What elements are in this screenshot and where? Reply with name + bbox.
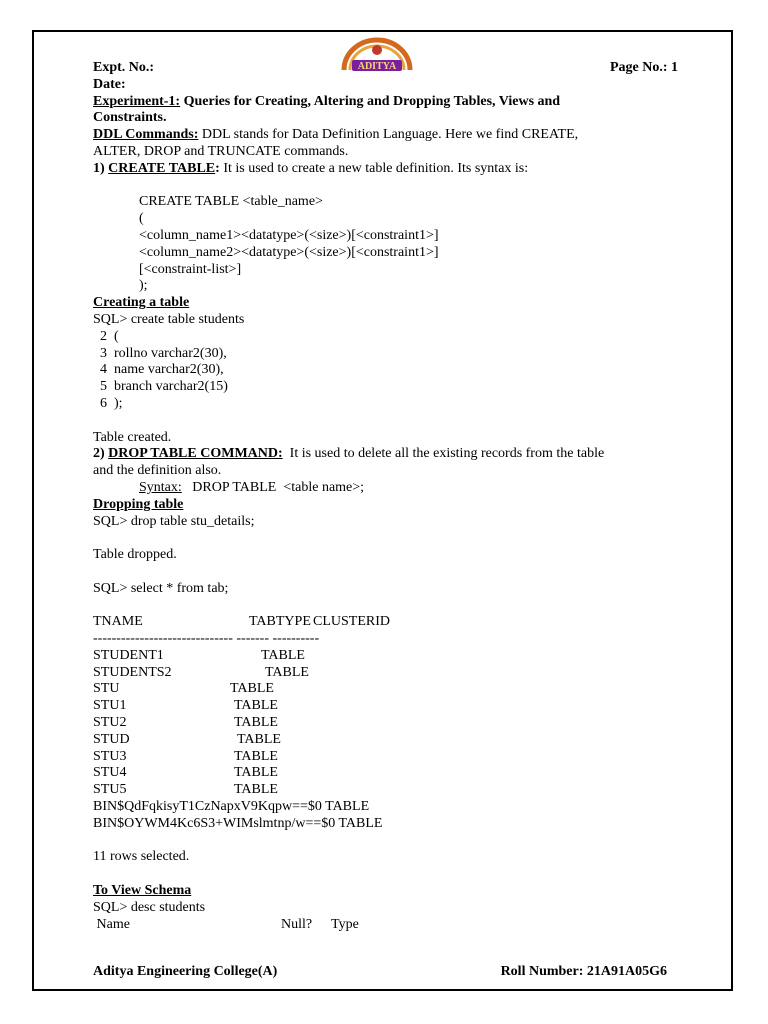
drop-syntax-text: DROP TABLE <table name>; xyxy=(181,479,365,495)
sql-line: 3 rollno varchar2(30), xyxy=(93,345,227,361)
table-row xyxy=(93,665,678,682)
drop-text: It is used to delete all the existing records from the table xyxy=(282,446,605,462)
date-label: Date: xyxy=(93,76,126,92)
drop-command: SQL> drop table stu_details; xyxy=(93,513,255,529)
create-text: It is used to create a new table definition. Its syntax is: xyxy=(219,160,529,176)
bin-row: BIN$OYWM4Kc6S3+WIMslmtnp/w==$0 TABLE xyxy=(93,815,383,831)
row-type: TABLE xyxy=(234,748,278,764)
drop-text-cont: and the definition also. xyxy=(93,463,222,479)
table-row xyxy=(93,782,678,799)
tab-separator: ------------------------------ ------- ---------- xyxy=(93,631,320,647)
desc-col-null: Null? xyxy=(281,916,313,932)
ddl-text: DDL stands for Data Definition Language. Here we find CREATE, xyxy=(198,127,579,143)
bin-row: BIN$QdFqkisyT1CzNapxV9Kqpw==$0 TABLE xyxy=(93,799,370,815)
page-footer xyxy=(93,964,667,980)
syntax-line: CREATE TABLE <table_name> xyxy=(139,194,323,210)
create-label: CREATE TABLE xyxy=(108,160,216,176)
row-type: TABLE xyxy=(265,664,309,680)
col-tname: TNAME xyxy=(93,614,143,630)
header-row xyxy=(93,60,678,77)
row-type: TABLE xyxy=(230,681,274,697)
syntax-line: <column_name2><datatype>(<size>)[<constraint1>] xyxy=(139,244,439,260)
desc-col-type: Type xyxy=(331,916,359,932)
experiment-prefix: Experiment-1: xyxy=(93,93,181,109)
desc-col-name: Name xyxy=(93,916,130,932)
sql-line: SQL> create table students xyxy=(93,311,245,327)
table-row xyxy=(93,698,678,715)
sql-line: 5 branch varchar2(15) xyxy=(93,379,228,395)
roll-number: Roll Number: 21A91A05G6 xyxy=(500,964,667,979)
table-created-result: Table created. xyxy=(93,429,172,445)
row-type: TABLE xyxy=(234,698,278,714)
ddl-paragraph-cont: ALTER, DROP and TRUNCATE commands. xyxy=(93,143,349,159)
view-schema-heading: To View Schema xyxy=(93,883,192,899)
desc-command: SQL> desc students xyxy=(93,899,206,915)
drop-syntax xyxy=(93,480,678,497)
syntax-line: <column_name1><datatype>(<size>)[<constraint1>] xyxy=(139,227,439,243)
col-tabtype: TABTYPE xyxy=(249,614,311,630)
college-name: Aditya Engineering College(A) xyxy=(93,964,278,979)
svg-text:ADITYA: ADITYA xyxy=(357,61,397,72)
syntax-line: ( xyxy=(139,211,144,227)
row-type: TABLE xyxy=(261,647,305,663)
row-name: STUDENTS2 xyxy=(93,664,172,680)
dropping-table-heading: Dropping table xyxy=(93,496,184,512)
syntax-line: [<constraint-list>] xyxy=(139,261,242,277)
row-type: TABLE xyxy=(234,782,278,798)
ddl-paragraph xyxy=(93,127,678,144)
page-no-label: Page No.: 1 xyxy=(609,60,678,75)
table-row xyxy=(93,749,678,766)
table-row xyxy=(93,648,678,665)
row-name: STU1 xyxy=(93,698,127,714)
select-command: SQL> select * from tab; xyxy=(93,580,229,596)
row-name: STUD xyxy=(93,731,130,747)
expt-no-label: Expt. No.: xyxy=(93,60,155,75)
document-body xyxy=(93,60,678,933)
table-row xyxy=(93,681,678,698)
col-clusterid: CLUSTERID xyxy=(313,614,390,630)
sql-line: 4 name varchar2(30), xyxy=(93,362,224,378)
tab-header-row xyxy=(93,614,678,631)
experiment-title-cont: Constraints. xyxy=(93,110,167,126)
row-type: TABLE xyxy=(237,731,281,747)
drop-heading xyxy=(93,446,678,463)
table-row xyxy=(93,765,678,782)
table-dropped-result: Table dropped. xyxy=(93,547,177,563)
ddl-label: DDL Commands: xyxy=(93,127,199,143)
sql-line: 2 ( xyxy=(93,328,119,344)
table-row xyxy=(93,715,678,732)
row-type: TABLE xyxy=(234,765,278,781)
row-type: TABLE xyxy=(234,715,278,731)
row-name: STU4 xyxy=(93,765,127,781)
row-name: STU2 xyxy=(93,715,127,731)
create-colon: : xyxy=(215,160,220,176)
drop-number: 2) xyxy=(93,446,109,462)
experiment-title xyxy=(93,94,678,111)
experiment-title-text: Queries for Creating, Altering and Dropping Tables, Views and xyxy=(180,93,561,109)
table-row xyxy=(93,732,678,749)
create-number: 1) xyxy=(93,160,109,176)
row-name: STU5 xyxy=(93,782,127,798)
create-heading xyxy=(93,161,678,178)
rows-selected: 11 rows selected. xyxy=(93,849,190,865)
row-name: STUDENT1 xyxy=(93,647,164,663)
drop-label: DROP TABLE COMMAND: xyxy=(108,446,283,462)
creating-table-heading: Creating a table xyxy=(93,295,190,311)
row-name: STU3 xyxy=(93,748,127,764)
drop-syntax-label: Syntax: xyxy=(139,479,182,495)
sql-line: 6 ); xyxy=(93,395,123,411)
desc-header-row xyxy=(93,917,678,934)
syntax-line: ); xyxy=(139,278,148,294)
row-name: STU xyxy=(93,681,120,697)
